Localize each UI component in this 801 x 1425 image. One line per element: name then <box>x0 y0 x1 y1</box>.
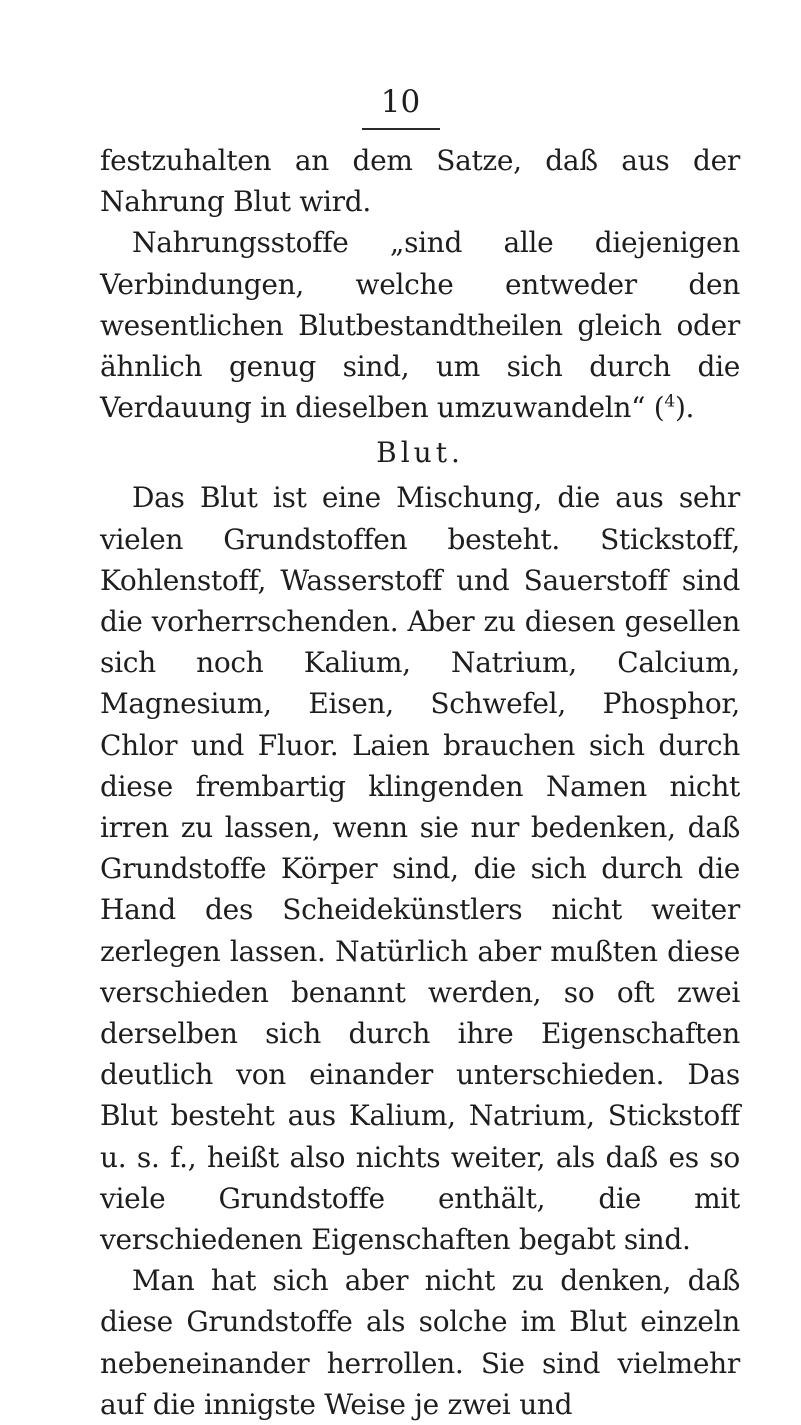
page-number: 10 <box>380 84 421 120</box>
paragraph-blood-composition: Das Blut ist eine Mischung, die aus sehr vielen Grundstoffen besteht. Stickstoff, Kohlenstoff, Wasserstoff und Sauerstoff sind die vorherrschenden. Aber zu diesen gesellen sich noch Kalium, Natrium, Calcium, Magnesium, Eisen, Schwefel, Phosphor, Chlor und Fluor. Laien brauchen sich durch diese frembartig klingenden Namen nicht irren zu lassen, wenn sie nur bedenken, daß Grundstoffe Körper sind, die sich durch die Hand des Scheidekünstlers nicht weiter zerlegen lassen. Natürlich aber mußten diese verschieden benannt werden, so oft zwei derselben sich durch ihre Eigenschaften deutlich von einander unterschieden. Das Blut besteht aus Kalium, Natrium, Stickstoff u. s. f., heißt also nichts weiter, als daß es so viele Grundstoffe enthält, die mit verschiedenen Eigenschaften begabt sind. <box>100 481 740 1257</box>
paragraph-grundstoffe: Man hat sich aber nicht zu denken, daß diese Grundstoffe als solche im Blut einzeln nebeneinander herrollen. Sie sind vielmehr auf die innigste Weise je zwei und <box>100 1264 740 1421</box>
header-rule <box>362 128 440 130</box>
body-text <box>100 140 740 1425</box>
section-heading: Blut. <box>376 436 464 470</box>
paragraph-definition <box>100 222 740 428</box>
paragraph-continuation: festzuhalten an dem Satze, daß aus der Nahrung Blut wird. <box>100 144 740 219</box>
footnote-reference-suffix: ). <box>674 391 695 425</box>
footnote-reference[interactable]: 4 <box>664 391 675 412</box>
definition-text: Nahrungsstoffe „sind alle diejenigen Verbindungen, welche entweder den wesentlichen Blutbestandtheilen gleich oder ähnlich genug sind, um sich durch die Verdauung in dieselben umzuwandeln“ ( <box>100 226 740 425</box>
